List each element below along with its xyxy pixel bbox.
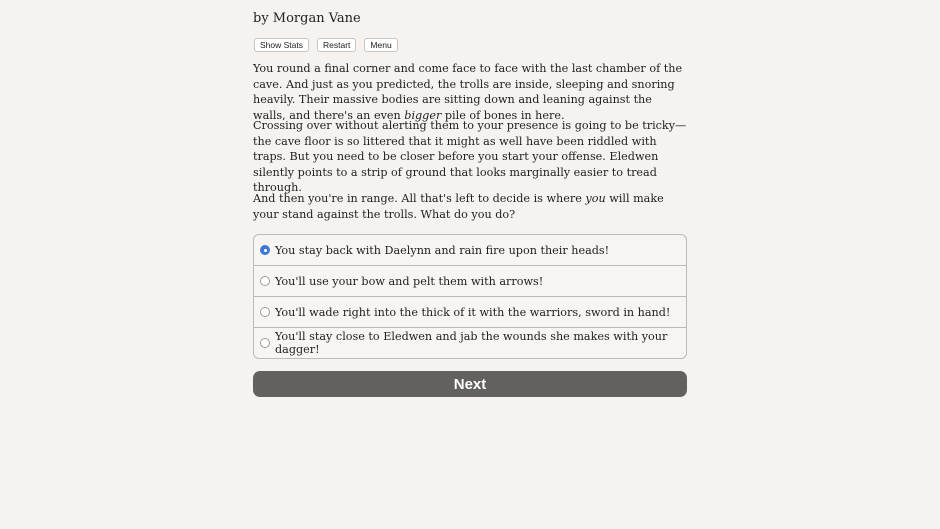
choice-label-1: You stay back with Daelynn and rain fire upon their heads!: [275, 243, 610, 257]
menu-button[interactable]: Menu: [364, 38, 397, 52]
radio-button-1[interactable]: [260, 245, 270, 255]
story-paragraph-1-end: pile of bones in here.: [441, 108, 565, 122]
author-byline: by Morgan Vane: [253, 11, 361, 26]
toolbar: [254, 38, 398, 52]
radio-button-2[interactable]: [260, 276, 270, 286]
choice-option-3[interactable]: [254, 296, 686, 327]
next-button[interactable]: Next: [253, 371, 687, 397]
choice-list: [253, 234, 687, 359]
choice-label-3: You'll wade right into the thick of it with the warriors, sword in hand!: [275, 305, 671, 319]
choice-label-4: You'll stay close to Eledwen and jab the wounds she makes with your dagger!: [275, 330, 668, 356]
choice-option-4[interactable]: [254, 327, 686, 358]
story-paragraph-3: [253, 191, 687, 222]
story-paragraph-3-start: And then you're in range. All that's left to decide is where: [253, 192, 586, 205]
radio-button-3[interactable]: [260, 307, 270, 317]
story-paragraph-1-start: You round a final corner and come face to face with the last chamber of the cave. And just as you predicted, the trolls are inside, sleeping and snoring heavily. Their massive bodies are sitting down and leaning against the walls, and there's an even: [253, 62, 683, 122]
story-paragraph-1: [253, 61, 687, 123]
show-stats-button[interactable]: Show Stats: [254, 38, 309, 52]
radio-button-4[interactable]: [260, 338, 270, 348]
choice-label-2: You'll use your bow and pelt them with arrows!: [275, 274, 544, 288]
story-paragraph-3-emphasis: you: [585, 192, 606, 205]
story-paragraph-2: Crossing over without alerting them to your presence is going to be tricky—the cave floor is so littered that it might as well have been riddled with traps. But you need to be closer before you start your offense. Eledwen silently points to a strip of ground that looks marginally easier to tread through.: [253, 119, 687, 195]
restart-button[interactable]: Restart: [317, 38, 356, 52]
choice-option-2[interactable]: [254, 265, 686, 296]
story-paragraph-1-emphasis: bigger: [404, 108, 442, 122]
story-paragraph-3-end: will make your stand against the trolls. What do you do?: [253, 192, 664, 221]
choice-option-1[interactable]: [254, 235, 686, 265]
